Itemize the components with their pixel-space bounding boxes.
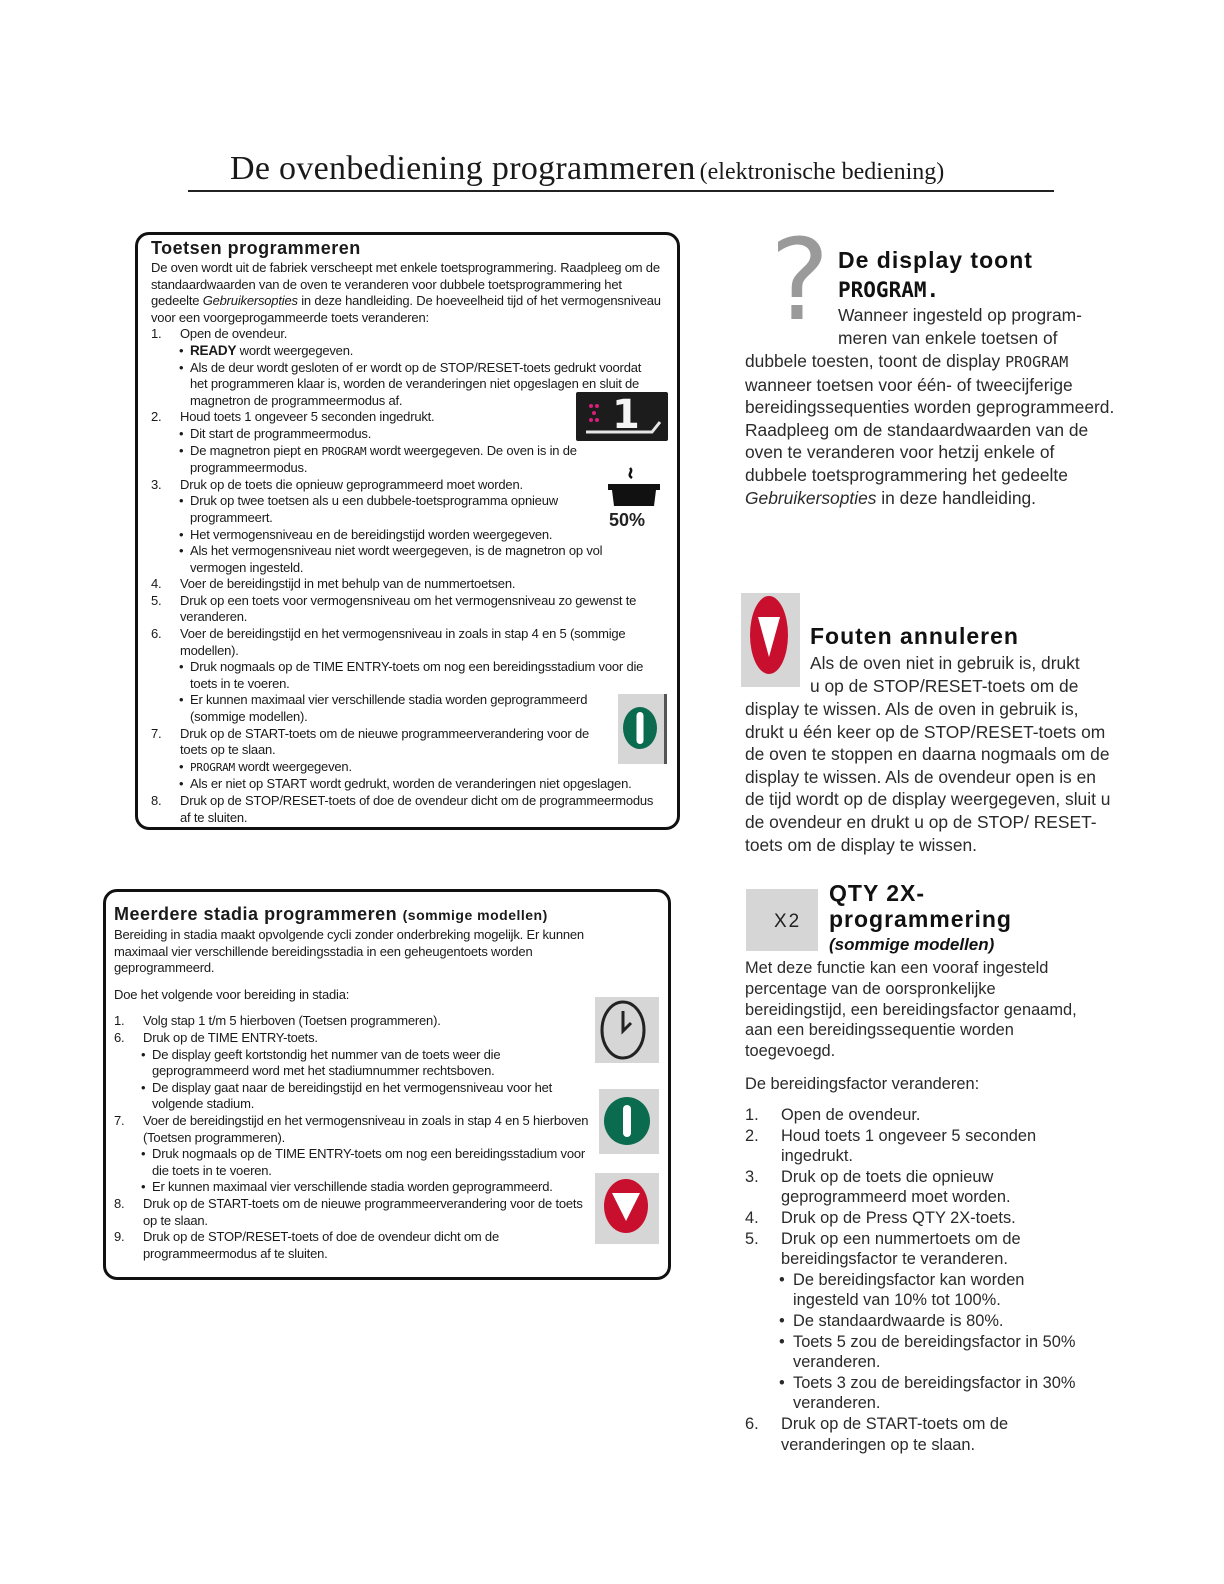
fouten-paragraph: display te wissen. Als de oven in gebruik is, drukt u één keer op de STOP/RESET-toets om de oven te stoppen en daarna nogmaals om de display te wissen. Als de ovendeur open is en de tijd wordt op de display weergegeven, sluit u de ovendeur en drukt u op de STOP/ RESET-toets om de display te wissen. (745, 699, 1111, 855)
qty-x2-icon: X2 (746, 889, 818, 951)
qty-lead: De bereidingsfactor veranderen: (745, 1075, 980, 1093)
qty-heading-1: QTY 2X- (829, 880, 926, 906)
list-item: 7. Druk op de START-toets om de nieuwe programmeerverandering voor de toets op te slaan. (151, 725, 590, 758)
list-item: • De magnetron piept en PROGRAM wordt weergegeven. De oven is in de programmeermodus. (151, 443, 663, 477)
list-item: 1. Open de ovendeur. (151, 326, 288, 342)
qty-heading-2: programmering (829, 906, 1012, 932)
list-item: 6. Druk op de TIME ENTRY-toets. (114, 1029, 318, 1045)
list-item: 1. Volg stap 1 t/m 5 hierboven (Toetsen programmeren). (114, 1013, 441, 1029)
fouten-heading: Fouten annuleren (810, 623, 1019, 649)
page-title (188, 150, 1054, 192)
list-item: 6. Druk op de START-toets om de veranderingen op te slaan. (745, 1414, 1009, 1454)
pot-icon (604, 466, 664, 508)
display-heading: De display toont (838, 247, 1033, 273)
display-paragraph: dubbele toesten, toont de display PROGRAM wanneer toetsen voor één- of tweecijferige bereidingssequenties worden geprogrammeerd. Raadpleeg om de standaardwaarden van de oven te veranderen voor hetzij enkele of dubbele toetsprogrammering het gedeelte Gebruikersopties in deze handleiding. (745, 351, 1115, 508)
meerdere-stadia-box (103, 889, 671, 1280)
list-item: 2. Houd toets 1 ongeveer 5 seconden ingedrukt. (151, 409, 435, 425)
list-item: 5. Druk op een nummertoets om de bereidingsfactor te veranderen. (745, 1229, 1021, 1269)
fouten-line2: u op de STOP/RESET-toets om de (810, 676, 1079, 696)
list-item: 5. Druk op een toets voor vermogensniveau om het vermogensniveau zo gewenst te veranderen. (151, 592, 637, 625)
list-item: 2. Houd toets 1 ongeveer 5 seconden ingedrukt. (745, 1126, 1037, 1166)
display-digit: 1 (612, 392, 640, 438)
list-item: • Druk nogmaals op de TIME ENTRY-toets om nog een bereidingsstadium voor die toets in te voeren. (114, 1146, 594, 1179)
title-main: De ovenbediening programmeren (230, 150, 696, 187)
box1-heading: Toetsen programmeren (151, 238, 361, 258)
power-level-icon (604, 466, 664, 532)
stop-icon-right (741, 593, 800, 687)
box2-steps (114, 1013, 654, 1262)
list-item: • PROGRAM wordt weergegeven. (151, 759, 663, 777)
question-mark-icon: ? (770, 216, 830, 346)
list-item: • Druk op twee toetsen als u een dubbele-toetsprogramma opnieuw programmeert. (151, 493, 663, 526)
qty-intro: Met deze functie kan een vooraf ingesteld percentage van de oorspronkelijke bereidingstijd, een bereidingsfactor genaamd, aan een bereidingssequentie worden toegevoegd. (745, 959, 1077, 1061)
qty-steps (745, 1105, 1080, 1455)
fouten-line1: Als de oven niet in gebruik is, drukt (810, 653, 1080, 673)
toetsen-programmeren-box (135, 232, 680, 830)
stop-icon-box2 (595, 1173, 659, 1244)
box2-lead: Doe het volgende voor bereiding in stadia: (114, 986, 350, 1002)
list-item: • Er kunnen maximaal vier verschillende stadia worden geprogrammeerd. (114, 1179, 594, 1196)
list-item: 9. Druk op de STOP/RESET-toets of doe de ovendeur dicht om de programmeermodus af te sluiten. (114, 1229, 499, 1261)
qty-heading-3: (sommige modellen) (829, 935, 995, 954)
list-item: 4. Voer de bereidingstijd in met behulp van de nummertoetsen. (151, 576, 516, 592)
title-sub: (elektronische bediening) (699, 159, 945, 185)
list-item: 3. Druk op de toets die opnieuw geprogrammeerd moet worden. (745, 1167, 1011, 1207)
list-item: 8. Druk op de STOP/RESET-toets of doe de ovendeur dicht om de programmeermodus af te sluiten. (151, 793, 654, 825)
list-item: • Het vermogensniveau en de bereidingstijd worden weergegeven. (151, 527, 663, 544)
list-item: • Als het vermogensniveau niet wordt weergegeven, is de magnetron op vol vermogen ingesteld. (151, 543, 663, 576)
box2-heading: Meerdere stadia programmeren (sommige modellen) (114, 904, 548, 924)
list-item: 3. Druk op de toets die opnieuw geprogrammeerd moet worden. (151, 476, 523, 492)
list-item: 6. Voer de bereidingstijd en het vermogensniveau in zoals in stap 4 en 5 (sommige modellen). (151, 626, 626, 658)
display-line1: Wanneer ingesteld op program- (838, 305, 1082, 325)
power-level-label: 50% (609, 510, 646, 530)
list-item: • De display geeft kortstondig het nummer van de toets weer die geprogrammeerd word met het stadiumnummer rechtsboven. (114, 1047, 594, 1080)
list-item: 4. Druk op de Press QTY 2X-toets. (745, 1208, 1016, 1227)
start-icon-box2 (599, 1089, 659, 1154)
box1-intro: De oven wordt uit de fabriek verscheept met enkele toetsprogrammering. Raadpleeg om de standaardwaarden van de oven te veranderen voor dubbele toetsprogrammering het gedeelte Gebruikersopties in deze handleiding. De hoeveelheid tijd of het vermogensniveau voor een voorgeprogammeerde toets veranderen: (151, 260, 661, 325)
list-item: 8. Druk op de START-toets om de nieuwe programmeerverandering voor de toets op te slaan. (114, 1195, 583, 1228)
list-item: • De standaardwaarde is 80%. (745, 1311, 1080, 1332)
list-item: • Als de deur wordt gesloten of er wordt op de STOP/RESET-toets gedrukt voordat het programmeren klaar is, worden de veranderingen niet opgeslagen en sluit de magnetron de programmeermodus af. (151, 360, 663, 410)
clock-icon (595, 997, 659, 1063)
start-icon-box1 (618, 694, 667, 764)
list-item: • Als er niet op START wordt gedrukt, worden de veranderingen niet opgeslagen. (151, 776, 663, 793)
list-item: 7. Voer de bereidingstijd en het vermogensniveau in zoals in stap 4 en 5 hierboven (Toetsen programmeren). (114, 1112, 589, 1145)
list-item: • Druk nogmaals op de TIME ENTRY-toets om nog een bereidingsstadium voor die toets in te voeren. (151, 659, 663, 692)
box2-intro: Bereiding in stadia maakt opvolgende cycli zonder onderbreking mogelijk. Er kunnen maximaal vier verschillende bereidingsstadia in een geheugentoets worden geprogrammeerd. (114, 927, 584, 976)
list-item: • De display gaat naar de bereidingstijd en het vermogensniveau voor het volgende stadium. (114, 1080, 594, 1113)
display-line2: meren van enkele toetsen of (838, 328, 1058, 348)
list-item: • Er kunnen maximaal vier verschillende stadia worden geprogrammeerd (sommige modellen). (151, 692, 663, 725)
list-item: • De bereidingsfactor kan worden ingesteld van 10% tot 100%. (745, 1270, 1080, 1311)
list-item: • Toets 5 zou de bereidingsfactor in 50% veranderen. (745, 1332, 1080, 1373)
list-item: • READY wordt weergegeven. (151, 343, 663, 360)
list-item: • Toets 3 zou de bereidingsfactor in 30% veranderen. (745, 1373, 1080, 1414)
list-item: 1. Open de ovendeur. (745, 1106, 921, 1124)
display-heading-lcd: PROGRAM. (838, 278, 940, 302)
start-button-icon (618, 694, 664, 764)
display-icon (576, 392, 668, 441)
list-item: • Dit start de programmeermodus. (151, 426, 663, 443)
